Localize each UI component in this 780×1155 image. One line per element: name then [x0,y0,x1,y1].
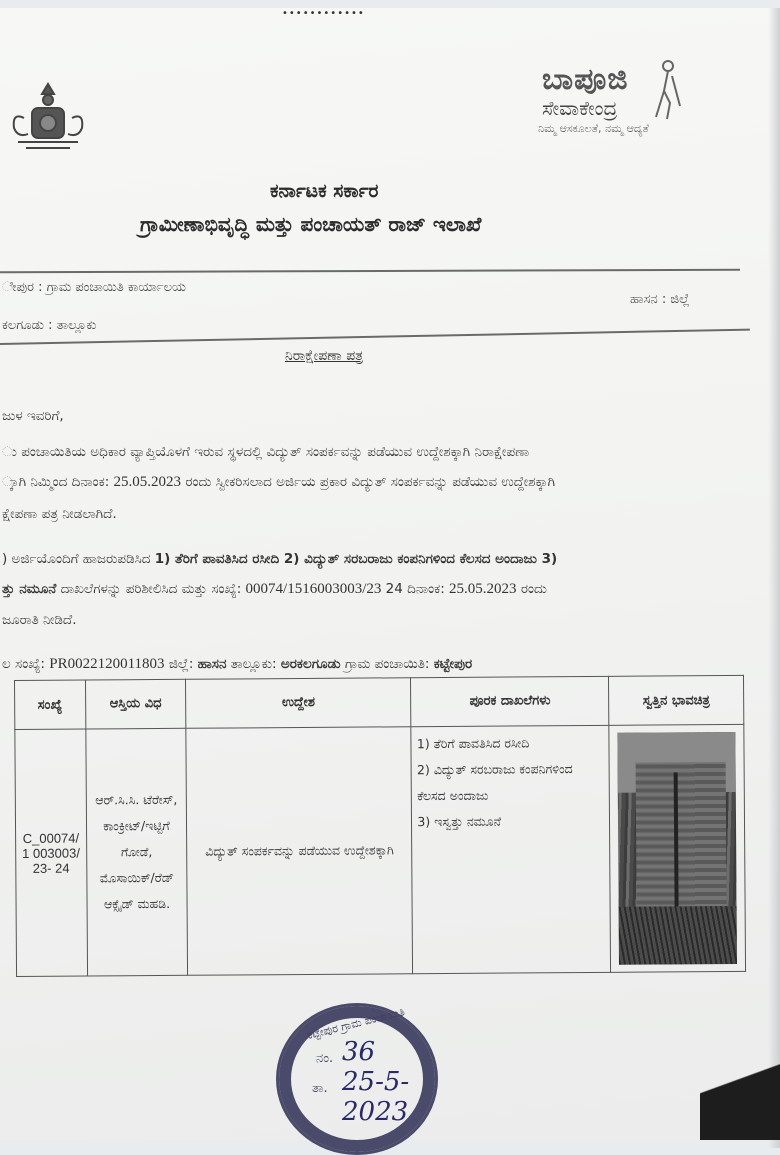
district-value: ಹಾಸನ [197,656,227,672]
p2-text-a2: ತ್ತು ನಮೂನೆ [2,581,57,597]
bapuji-logo-line2: ಸೇವಾಕೇಂದ್ರ [542,96,618,120]
p2-text-d: ರಂದು [516,581,547,597]
bapuji-logo-line1: ಬಾಪೂಜಿ [542,62,629,97]
salutation: ಜುಳ ಇವರಿಗೆ, [2,408,64,424]
p2-documents-list: 1) ತೆರಿಗೆ ಪಾವತಿಸಿದ ರಸೀದಿ 2) ವಿದ್ಯುತ್ ಸರಬರಾಜು ಕಂಪನಿಗಳಿಂದ ಕೆಲಸದ ಅಂದಾಜು 3) [154,551,558,567]
document-subject: ನಿರಾಕ್ಷೇಪಣಾ ಪತ್ರ [285,348,364,364]
header-rule-bottom [0,329,750,345]
p1-text-a: ್ಕಾಗಿ ನಿಮ್ಮಿಂದ ದಿನಾಂಕ: [2,474,114,490]
district-name: ಹಾಸನ : ಜಿಲ್ಲೆ [630,292,690,307]
property-table [14,675,746,977]
cell-supporting-docs [411,725,611,973]
table-row [15,724,746,976]
district-label: ಜಿಲ್ಲೆ: [164,656,198,672]
department-title: ಗ್ರಾಮೀಣಾಭಿವೃದ್ಧಿ ಮತ್ತು ಪಂಚಾಯತ್ ರಾಜ್ ಇಲಾಖೆ [140,212,482,236]
taluk-name: ಕಲಗೂಡು : ತಾಲ್ಲೂಕು [2,318,97,333]
p1-text-b: ರಂದು ಸ್ವೀಕರಿಸಲಾದ ಅರ್ಜಿಯ ಪ್ರಕಾರ ವಿದ್ಯುತ್ ಸಂಪರ್ಕವನ್ನು ಪಡೆಯುವ ಉದ್ದೇಶಕ್ಕಾಗಿ [181,474,556,490]
cell-property-type: ಆರ್.ಸಿ.ಸಿ. ಟೆರೇಸ್, ಕಾಂಕ್ರೀಟ್/ಇಟ್ಟಿಗೆ ಗೋಡೆ, ಮೊಸಾಯಿಕ್/ರೆಡ್ ಆಕ್ಸೈಡ್ ಮಹಡಿ. [85,728,187,976]
taluk-label: ತಾಲ್ಲೂಕು: [226,656,281,672]
doc-item-1: 1) ತೆರಿಗೆ ಪಾವತಿಸಿದ ರಸೀದಿ [416,735,530,752]
paragraph2-line3: ಜೂರಾತಿ ನೀಡಿದೆ. [2,612,77,628]
property-id: PR0022120011803 [49,656,165,672]
seal-ring-text: ಕಟ್ಟೇಪುರ ಗ್ರಾಮ ಪಂಚಾಯಿತಿ [305,1005,407,1042]
seal-number-label: ನಂ. [316,1051,334,1066]
doc-item-3: 3) ಇಸ್ವತ್ತು ನಮೂನೆ [417,813,502,830]
reference-number: 00074/1516003003/23 [245,581,382,597]
property-label: ಲ ಸಂಖ್ಯೆ: [2,656,50,672]
header-purpose: ಉದ್ದೇಶ [186,678,411,729]
punch-marks: •••••••••••• [282,8,365,19]
document-sheet [0,8,780,1140]
office-name: ೇಪುರ : ಗ್ರಾಮ ಪಂಚಾಯಿತಿ ಕಾರ್ಯಾಲಯ [2,280,186,295]
government-title: ಕರ್ನಾಟಕ ಸರ್ಕಾರ [270,180,379,202]
header-supporting-docs: ಪೂರಕ ದಾಖಲೆಗಳು [411,676,609,726]
application-date: 25.05.2023 [113,474,182,490]
panchayat-label: ಗ್ರಾಮ ಪಂಚಾಯಿತಿ: [340,656,434,672]
paragraph2-line1 [2,551,557,567]
table-header-row [15,675,744,729]
paragraph2-line2 [2,581,547,598]
panchayat-seal-stamp [276,1003,436,1153]
header-rule-top [0,269,740,274]
bapuji-logo-tagline: ನಿಮ್ಮ ಆಸಕೂಲತೆ, ನಮ್ಮ ಆದ್ಯತೆ [538,122,649,135]
p2-text-a: ) ಅರ್ಜಿಯೊಂದಿಗೆ ಹಾಜರುಪಡಿಸಿದ [2,551,155,567]
property-photo [618,732,738,965]
cell-property-photo [609,724,745,972]
cell-number: C_00074/1 003003/23- 24 [15,729,87,976]
page-edge-shadow [768,8,780,1148]
cell-purpose: ವಿದ್ಯುತ್ ಸಂಪರ್ಕವನ್ನು ಪಡೆಯುವ ಉದ್ದೇಶಕ್ಕಾಗಿ [186,727,413,976]
gandhi-figure-icon [650,58,686,122]
paragraph1-line3: ಕ್ಷೇಪಣಾ ಪತ್ರ ನೀಡಲಾಗಿದೆ. [2,506,117,522]
header-number: ಸಂಖ್ಯೆ [15,680,86,729]
header-property-photo: ಸ್ವತ್ತಿನ ಭಾವಚಿತ್ರ [609,675,744,725]
p2-text-b: ದಾಖಲೆಗಳನ್ನು ಪರಿಶೀಲಿಸಿದ ಮತ್ತು ಸಂಖ್ಯೆ: [56,581,246,597]
seal-number-value: 36 [342,1037,376,1067]
paragraph1-line2 [2,474,555,491]
seal-date-value: 25-5-2023 [342,1067,410,1127]
taluk-value: ಅರಕಲಗೂಡು [280,656,341,672]
doc-item-2: 2) ವಿದ್ಯುತ್ ಸರಬರಾಜು ಕಂಪನಿಗಳಿಂದ ಕೆಲಸದ ಅಂದಾಜು [416,761,573,804]
header-property-type: ಆಸ್ತಿಯ ವಿಧ [85,679,186,729]
karnataka-emblem-icon [4,78,92,156]
property-line [2,656,472,673]
page-corner-shadow [700,1030,780,1140]
seal-date-label: ತಾ. [312,1081,328,1096]
paragraph1-line1: ು ಪಂಚಾಯಿತಿಯ ಅಧಿಕಾರ ವ್ಯಾಪ್ತಿಯೊಳಗೆ ಇರುವ ಸ್ಥಳದಲ್ಲಿ ವಿದ್ಯುತ್ ಸಂಪರ್ಕವನ್ನು ಪಡೆಯುವ ಉದ್ದೇಶಕ್ಕಾಗಿ ನಿರಾಕ್ಷೇಪಣಾ [2,444,530,460]
bapuji-sevakendra-logo [538,56,698,146]
p2-text-c: 24 ದಿನಾಂಕ: [381,581,450,597]
approval-date: 25.05.2023 [449,581,517,597]
panchayat-value: ಕಟ್ಟೇಪುರ [433,656,473,672]
